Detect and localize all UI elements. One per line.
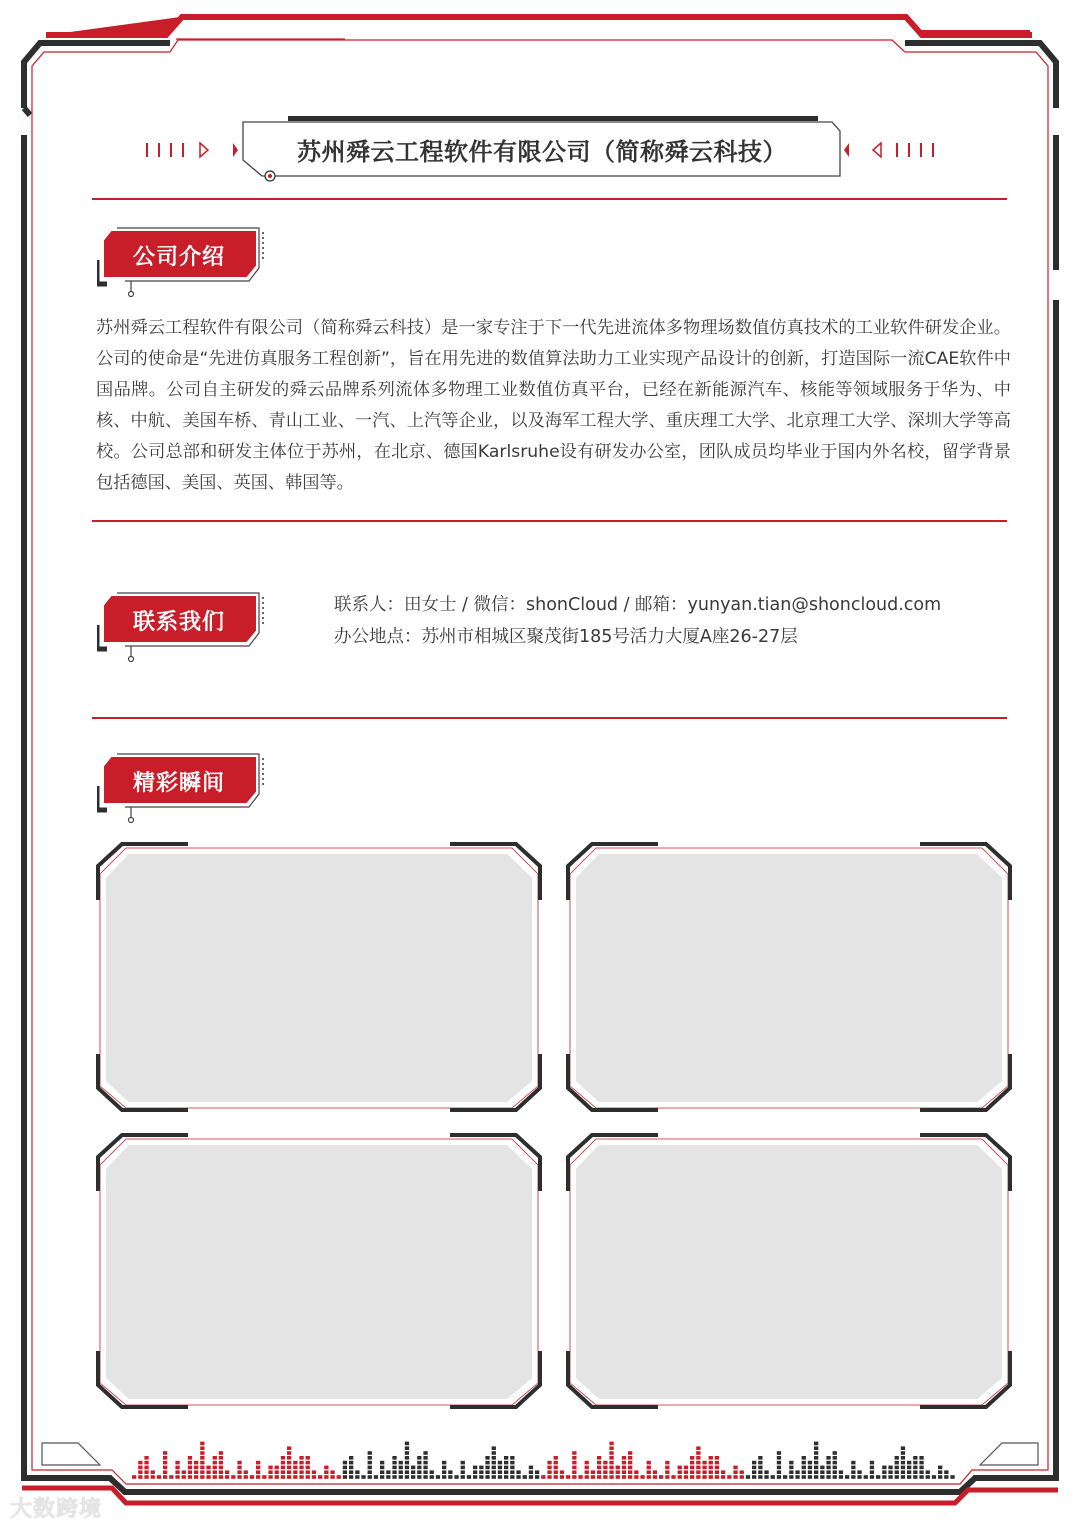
- photo-placeholder: [96, 1133, 542, 1409]
- contact-info-line: 联系人：田女士 / 微信：shonCloud / 邮箱：yunyan.tian@shoncloud.com: [334, 595, 942, 615]
- divider: [92, 520, 1007, 522]
- company-intro-text: 苏州舜云工程软件有限公司（简称舜云科技）是一家专注于下一代先进流体多物理场数值仿真技术的工业软件研发企业。公司的使命是“先进仿真服务工程创新”，旨在用先进的数值算法助力工业实现产品设计的创新，打造国际一流CAE软件中国品牌。公司自主研发的舜云品牌系列流体多物理工业数值仿真平台，已经在新能源汽车、核能等领域服务于华为、中核、中航、美国车桥、青山工业、一汽、上汽等企业，以及海军工程大学、重庆理工大学、北京理工大学、深圳大学等高校。公司总部和研发主体位于苏州，在北京、德国Karlsruhe设有研发办公室，团队成员均毕业于国内外名校，留学背景包括德国、美国、英国、韩国等。: [96, 318, 1011, 493]
- photo-placeholder: [566, 842, 1012, 1112]
- section-heading-intro: 公司介绍: [132, 244, 225, 270]
- divider: [92, 717, 1007, 719]
- office-address-line: 办公地点：苏州市相城区聚茂街185号活力大厦A座26-27层: [334, 627, 798, 647]
- photo-placeholder: [96, 842, 542, 1112]
- page-title: 苏州舜云工程软件有限公司（简称舜云科技）: [297, 137, 787, 166]
- photo-placeholder: [566, 1133, 1012, 1409]
- divider: [92, 198, 1007, 200]
- watermark: 大数跨境: [10, 1497, 103, 1522]
- section-heading-gallery: 精彩瞬间: [132, 770, 225, 796]
- section-heading-contact: 联系我们: [132, 609, 225, 635]
